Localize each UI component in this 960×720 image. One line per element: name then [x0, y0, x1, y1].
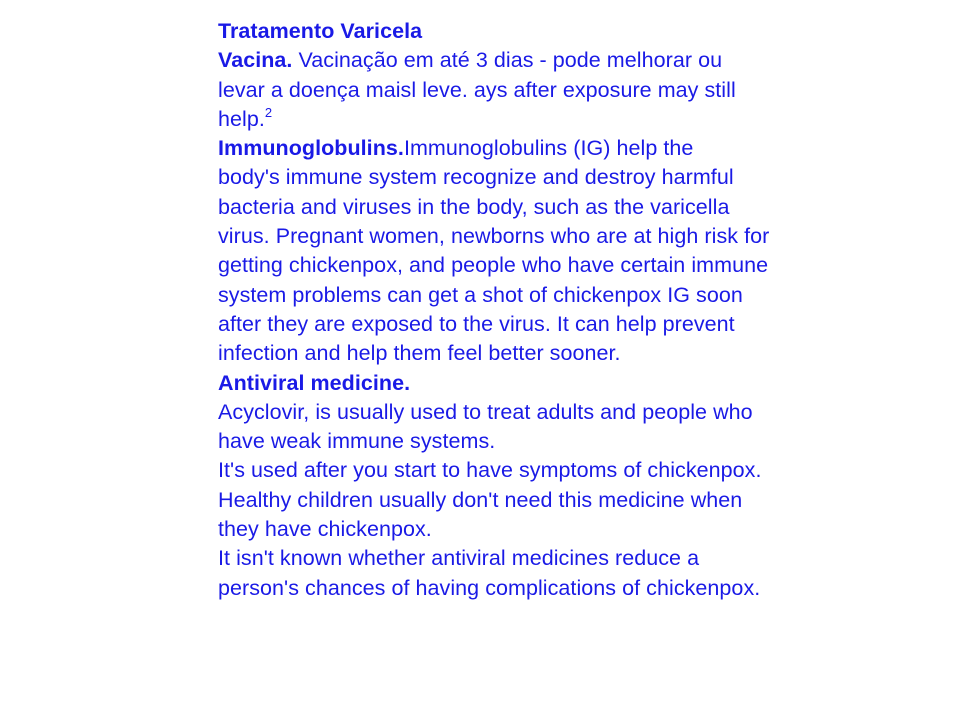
- immunoglobulins-heading: Immunoglobulins.: [218, 136, 404, 161]
- text-content: [218, 17, 848, 603]
- antiviral-line: they have chickenpox.: [218, 517, 432, 542]
- vaccine-paragraph-line-3: [218, 105, 848, 134]
- immunoglobulins-line: infection and help them feel better sooner.: [218, 341, 621, 366]
- vaccine-heading: Vacina.: [218, 48, 293, 73]
- vaccine-paragraph-line-1: [218, 46, 848, 75]
- antiviral-line: have weak immune systems.: [218, 429, 496, 454]
- immunoglobulins-paragraph-line-1: [218, 134, 848, 163]
- immunoglobulins-line: virus. Pregnant women, newborns who are at high risk for: [218, 224, 770, 249]
- footnote-marker: 2: [264, 104, 273, 120]
- vaccine-text: Vacinação em até 3 dias - pode melhorar ou: [292, 48, 723, 73]
- immunoglobulins-line: body's immune system recognize and destroy harmful: [218, 165, 734, 190]
- antiviral-line: Healthy children usually don't need this medicine when: [218, 487, 743, 512]
- antiviral-heading: Antiviral medicine.: [218, 370, 411, 395]
- immunoglobulins-line: system problems can get a shot of chickenpox IG soon: [218, 282, 743, 307]
- immunoglobulins-line: after they are exposed to the virus. It can help prevent: [218, 311, 735, 336]
- immunoglobulins-line: getting chickenpox, and people who have certain immune: [218, 253, 769, 278]
- antiviral-line: It's used after you start to have symptoms of chickenpox.: [218, 458, 762, 483]
- antiviral-line: person's chances of having complications of chickenpox.: [218, 575, 761, 600]
- vaccine-text-end: help.: [218, 106, 265, 131]
- vaccine-paragraph-line-2: levar a doença maisl leve. ays after exposure may still: [218, 77, 736, 102]
- antiviral-line: Acyclovir, is usually used to treat adults and people who: [218, 399, 753, 424]
- immunoglobulins-line: bacteria and viruses in the body, such as the varicella: [218, 194, 730, 219]
- immunoglobulins-text: Immunoglobulins (IG) help the: [403, 136, 694, 161]
- antiviral-line: It isn't known whether antiviral medicines reduce a: [218, 546, 700, 571]
- document-title: Tratamento Varicela: [218, 19, 423, 43]
